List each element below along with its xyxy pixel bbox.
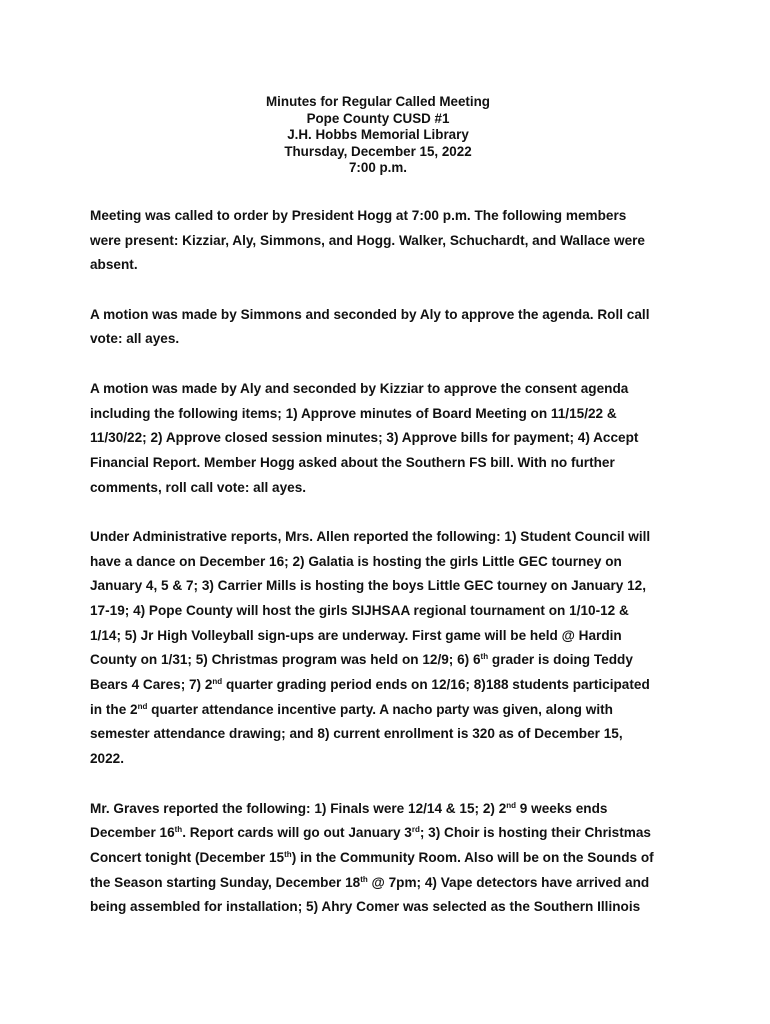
text-line: Under Administrative reports, Mrs. Allen reported the following: 1) Student Council will xyxy=(90,528,651,544)
text-segment: County on 1/31; 5) Christmas program was held on 12/9; 6) 6 xyxy=(90,652,481,668)
text-line xyxy=(90,698,690,723)
text-line xyxy=(90,871,690,896)
text-line: semester attendance drawing; and 8) current enrollment is 320 as of December 15, xyxy=(90,726,623,742)
text-segment: grader is doing Teddy xyxy=(488,652,633,668)
text-line: January 4, 5 & 7; 3) Carrier Mills is hosting the boys Little GEC tourney on January 12, xyxy=(90,578,646,594)
header-district: Pope County CUSD #1 xyxy=(306,110,450,126)
text-line: A motion was made by Aly and seconded by Kizziar to approve the consent agenda xyxy=(90,380,629,396)
header-time: 7:00 p.m. xyxy=(348,160,408,175)
ordinal-suffix: nd xyxy=(506,800,517,810)
text-line xyxy=(90,648,690,673)
paragraph-agenda-motion xyxy=(90,303,690,352)
text-line: absent. xyxy=(90,257,138,273)
paragraph-graves-report xyxy=(90,797,690,920)
ordinal-suffix: th xyxy=(174,825,183,835)
minutes-header xyxy=(0,94,756,177)
text-line: being assembled for installation; 5) Ahry Comer was selected as the Southern Illinois xyxy=(90,899,641,915)
header-title: Minutes for Regular Called Meeting xyxy=(266,94,490,109)
text-segment: Concert tonight (December 15 xyxy=(90,849,285,865)
text-line: were present: Kizziar, Aly, Simmons, and Hogg. Walker, Schuchardt, and Wallace were xyxy=(90,232,645,248)
text-line xyxy=(90,797,690,822)
text-segment: December 16 xyxy=(90,825,175,841)
text-segment: ) in the Community Room. Also will be on the Sounds of xyxy=(291,849,654,865)
paragraph-admin-reports xyxy=(90,525,690,772)
text-line: Financial Report. Member Hogg asked about the Southern FS bill. With no further xyxy=(90,454,615,470)
ordinal-suffix: th xyxy=(284,849,292,859)
text-segment: ; 3) Choir is hosting their Christmas xyxy=(419,825,651,841)
ordinal-suffix: nd xyxy=(212,677,223,687)
text-line: 17-19; 4) Pope County will host the girls SIJHSAA regional tournament on 1/10-12 & xyxy=(90,603,629,618)
text-line: 11/30/22; 2) Approve closed session minutes; 3) Approve bills for payment; 4) Accept xyxy=(90,430,639,446)
text-line: Meeting was called to order by President Hogg at 7:00 p.m. The following members xyxy=(90,208,627,223)
header-location: J.H. Hobbs Memorial Library xyxy=(287,127,469,142)
text-line: including the following items; 1) Approve minutes of Board Meeting on 11/15/22 & xyxy=(90,405,617,421)
text-segment: @ 7pm; 4) Vape detectors have arrived and xyxy=(367,874,650,890)
text-segment: the Season starting Sunday, December 18 xyxy=(90,874,361,890)
ordinal-suffix: nd xyxy=(137,701,148,711)
text-segment: Bears 4 Cares; 7) 2 xyxy=(90,677,213,693)
ordinal-suffix: rd xyxy=(411,825,420,835)
text-segment: . Report cards will go out January 3 xyxy=(182,825,412,841)
header-date: Thursday, December 15, 2022 xyxy=(284,143,472,159)
text-line xyxy=(90,821,690,846)
text-line: comments, roll call vote: all ayes. xyxy=(90,479,307,495)
text-line xyxy=(90,673,690,698)
text-line: have a dance on December 16; 2) Galatia is hosting the girls Little GEC tourney on xyxy=(90,553,622,569)
text-segment: in the 2 xyxy=(90,701,138,717)
text-line: 2022. xyxy=(90,751,125,767)
ordinal-suffix: th xyxy=(360,874,368,884)
text-line xyxy=(90,846,690,871)
text-line: 1/14; 5) Jr High Volleyball sign-ups are underway. First game will be held @ Hardin xyxy=(90,627,622,643)
text-segment: quarter grading period ends on 12/16; 8)188 students participated xyxy=(222,677,650,693)
paragraph-call-to-order xyxy=(90,204,690,278)
ordinal-suffix: th xyxy=(480,652,489,662)
text-segment: 9 weeks ends xyxy=(516,800,608,816)
text-segment: quarter attendance incentive party. A nacho party was given, along with xyxy=(147,701,613,717)
paragraph-consent-agenda xyxy=(90,377,690,500)
text-segment: Mr. Graves reported the following: 1) Finals were 12/14 & 15; 2) 2 xyxy=(90,800,507,816)
text-line: vote: all ayes. xyxy=(90,331,180,347)
text-line: A motion was made by Simmons and seconded by Aly to approve the agenda. Roll call xyxy=(90,306,650,322)
minutes-body xyxy=(90,204,690,945)
